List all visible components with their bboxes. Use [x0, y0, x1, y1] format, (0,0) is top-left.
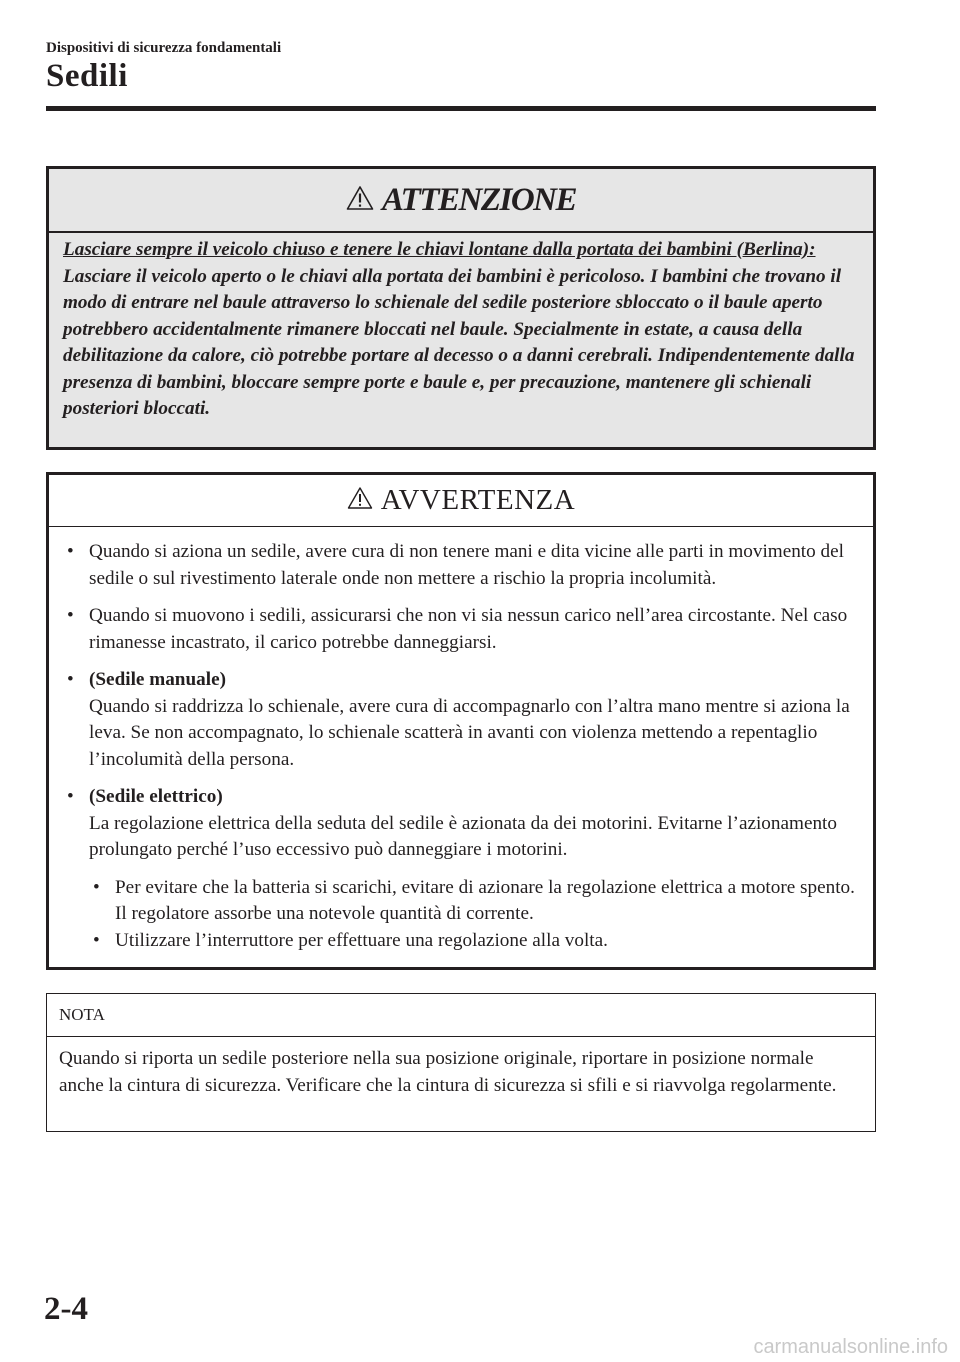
warning-item: [63, 667, 859, 773]
warning-item: [63, 539, 859, 592]
warning-item-label: (Sedile elettrico): [89, 786, 223, 807]
title-rule: [46, 106, 876, 111]
danger-box-header: [49, 169, 873, 233]
warning-sub-list: [89, 875, 859, 955]
note-heading: NOTA: [47, 994, 875, 1037]
warning-box: [46, 472, 876, 970]
bullet-dot: •: [67, 786, 74, 807]
bullet-dot: •: [67, 541, 74, 562]
warning-item-text: Quando si muovono i sedili, assicurarsi che non vi sia nessun carico nell’area circostante. Nel caso rimanesse incastrato, il carico potrebbe danneggiarsi.: [89, 605, 848, 653]
bullet-dot: •: [67, 605, 74, 626]
sub-bullet-dot: •: [93, 876, 100, 898]
warning-item: [63, 784, 859, 954]
danger-subtitle: Lasciare sempre il veicolo chiuso e tenere le chiavi lontane dalla portata dei bambini (Berlina):: [63, 239, 816, 260]
page-title: Sedili: [46, 58, 128, 94]
danger-box-body: [49, 233, 873, 423]
sub-bullet-dot: •: [93, 929, 100, 951]
page-number: 2-4: [44, 1291, 88, 1327]
warning-sub-item-text: Utilizzare l’interruttore per effettuare una regolazione alla volta.: [115, 929, 608, 951]
warning-triangle-icon: [347, 486, 373, 515]
warning-sub-item: [89, 875, 859, 928]
warning-box-body: [49, 527, 873, 954]
danger-box: [46, 166, 876, 450]
warning-item-label: (Sedile manuale): [89, 669, 226, 690]
warning-sub-item-text: Per evitare che la batteria si scarichi, evitare di azionare la regolazione elettrica a motore spento. Il regolatore assorbe una notevole quantità di corrente.: [115, 876, 855, 924]
warning-item-text: Quando si aziona un sedile, avere cura di non tenere mani e dita vicine alle parti in movimento del sedile o sul rivestimento laterale onde non mettere a rischio la propria incolumità.: [89, 541, 844, 589]
note-box: [46, 993, 876, 1132]
note-text: Quando si riporta un sedile posteriore nella sua posizione originale, riportare in posizione normale anche la cintura di sicurezza. Verificare che la cintura di sicurezza si sfili e si riavvolga regolarmente.: [59, 1048, 837, 1096]
watermark: carmanualsonline.info: [753, 1336, 948, 1358]
warning-item-text: Quando si raddrizza lo schienale, avere cura di accompagnarlo con l’altra mano mentre si aziona la leva. Se non accompagnato, lo schienale scatterà in avanti con violenza mettendo a repentaglio l’incolumità della persona.: [89, 695, 850, 770]
warning-sub-item: [89, 928, 859, 955]
note-box-body: [47, 1037, 875, 1099]
section-label: Dispositivi di sicurezza fondamentali: [46, 40, 282, 56]
danger-heading: ATTENZIONE: [381, 181, 577, 218]
bullet-dot: •: [67, 669, 74, 690]
warning-heading: AVVERTENZA: [380, 484, 576, 516]
danger-text: Lasciare il veicolo aperto o le chiavi alla portata dei bambini è pericoloso. I bambini che trovano il modo di entrare nel baule attraverso lo schienale del sedile posteriore sbloccato o il baule aperto potrebbero accidentalmente rimanere bloccati nel baule. Specialmente in estate, a causa della debilitazione da calore, ciò potrebbe portare al decesso o a danni cerebrali. Indipendentemente dalla presenza di bambini, bloccare sempre porte e baule e, per precauzione, mantenere gli schienali posteriori bloccati.: [63, 265, 855, 419]
warning-item-text: La regolazione elettrica della seduta del sedile è azionata da dei motorini. Evitarne l’azionamento prolungato perché l’uso eccessivo può danneggiare i motorini.: [89, 812, 837, 860]
warning-box-header: [49, 475, 873, 527]
warning-item: [63, 603, 859, 656]
warning-triangle-icon: [346, 185, 374, 216]
